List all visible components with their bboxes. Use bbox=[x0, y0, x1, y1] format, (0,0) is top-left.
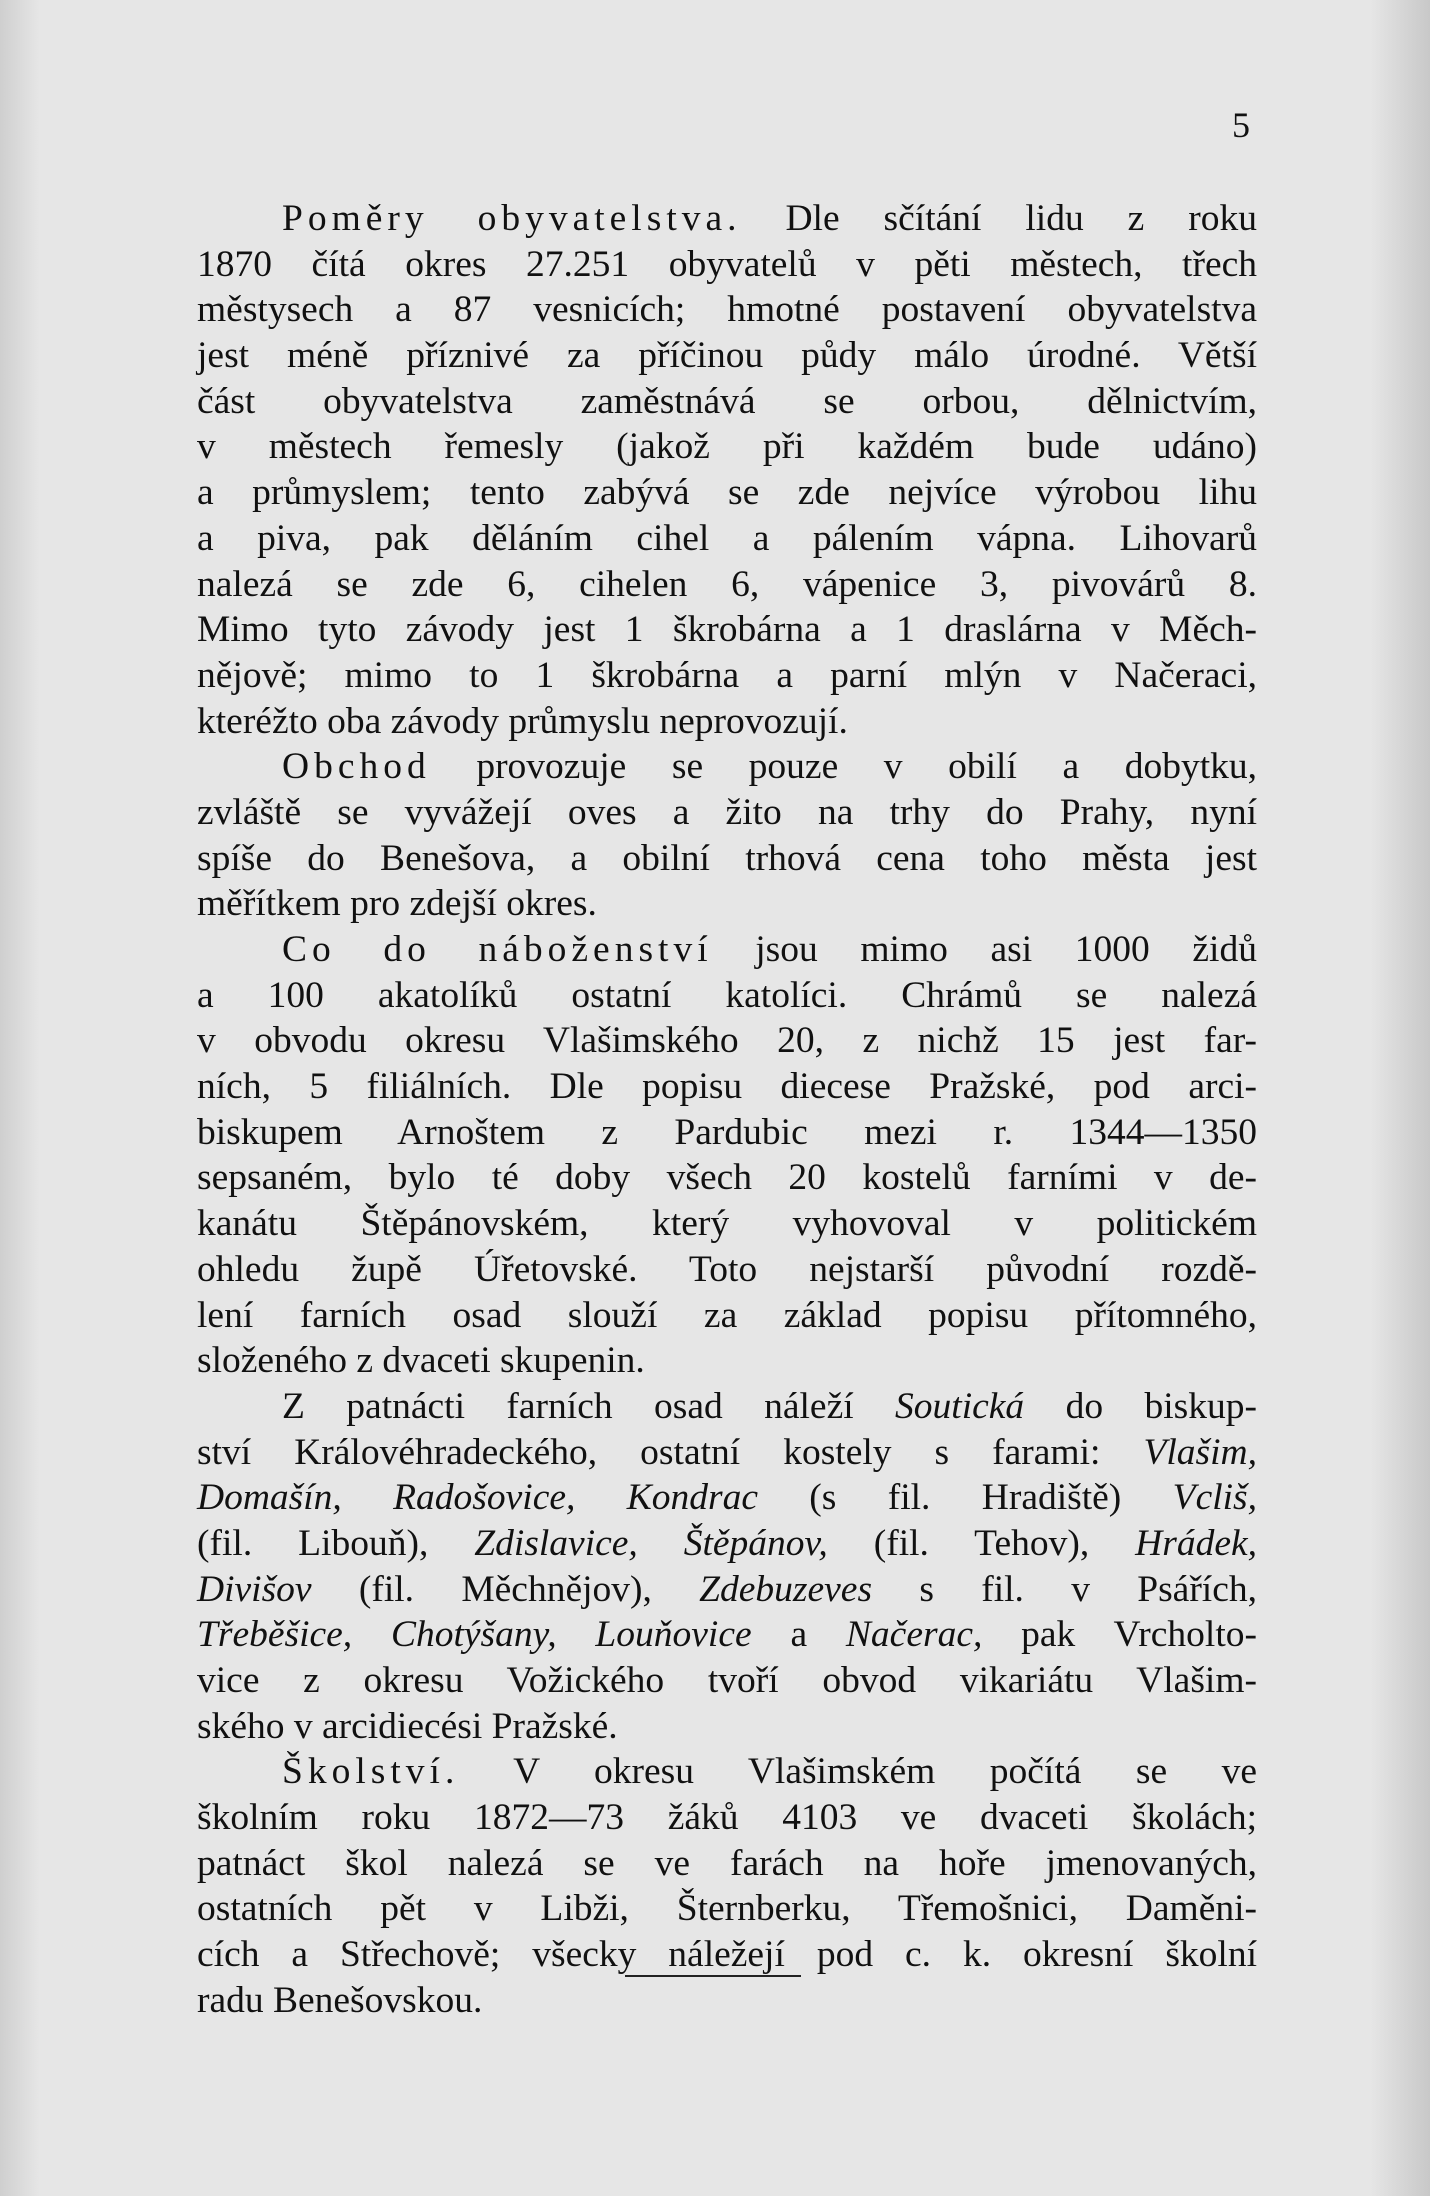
text-segment: Načerac, bbox=[845, 1614, 983, 1656]
text-segment: (fil. Tehov), bbox=[827, 1522, 1136, 1564]
text-line bbox=[197, 1293, 1257, 1339]
text-line bbox=[197, 836, 1257, 882]
text-line bbox=[197, 1521, 1257, 1567]
text-segment: Vlašim, bbox=[1143, 1431, 1257, 1473]
text-segment: a bbox=[751, 1614, 846, 1656]
text-segment: Obchod bbox=[282, 746, 431, 788]
text-line bbox=[197, 607, 1257, 653]
text-line bbox=[197, 1155, 1257, 1201]
text-segment: radu Benešovskou. bbox=[197, 1979, 483, 2021]
text-segment: ohledu župě Úřetovské. Toto nejstarší původní rozdě- bbox=[197, 1248, 1257, 1290]
text-segment: biskupem Arnoštem z Pardubic mezi r. 1344—1350 bbox=[197, 1111, 1257, 1153]
text-line bbox=[197, 379, 1257, 425]
page-number: 5 bbox=[1232, 105, 1250, 145]
text-segment: Zdislavice, Štěpánov, bbox=[474, 1522, 828, 1564]
text-segment: Dle sčítání lidu z roku bbox=[741, 198, 1257, 239]
text-segment: nalezá se zde 6, cihelen 6, vápenice 3, pivovárů 8. bbox=[197, 563, 1257, 605]
text-segment: školním roku 1872—73 žáků 4103 ve dvaceti školách; bbox=[197, 1797, 1257, 1839]
body-text bbox=[197, 196, 1257, 2024]
text-segment: zvláště se vyvážejí oves a žito na trhy do Prahy, nyní bbox=[197, 791, 1257, 833]
text-segment: Soutická bbox=[895, 1385, 1025, 1427]
text-line bbox=[197, 424, 1257, 470]
text-segment: Školství. bbox=[282, 1751, 460, 1793]
text-line bbox=[197, 973, 1257, 1019]
text-segment: (fil. Libouň), bbox=[197, 1522, 475, 1564]
text-line bbox=[197, 1430, 1257, 1476]
text-line bbox=[197, 744, 1257, 790]
text-segment: 1870 čítá okres 27.251 obyvatelů v pěti městech, třech bbox=[197, 243, 1257, 285]
closing-rule bbox=[625, 1975, 801, 1977]
text-line bbox=[197, 1932, 1257, 1978]
text-line bbox=[197, 1338, 1257, 1384]
text-segment: (fil. Měchnějov), bbox=[311, 1568, 700, 1610]
text-segment: Co do náboženství bbox=[282, 929, 713, 970]
text-segment: V okresu Vlašimském počítá se ve bbox=[459, 1751, 1257, 1793]
text-segment: ních, 5 filiálních. Dle popisu diecese Pražské, pod arci- bbox=[197, 1066, 1257, 1108]
text-segment: kanátu Štěpánovském, který vyhovoval v politickém bbox=[197, 1203, 1257, 1245]
text-segment: do biskup- bbox=[1024, 1385, 1257, 1427]
text-segment: a 100 akatolíků ostatní katolíci. Chrámů se nalezá bbox=[197, 974, 1257, 1016]
text-line bbox=[197, 1064, 1257, 1110]
text-segment: Třeběšice, Chotýšany, Louňovice bbox=[197, 1614, 752, 1656]
text-line bbox=[197, 196, 1257, 242]
text-segment: městysech a 87 vesnicích; hmotné postavení obyvatelstva bbox=[197, 289, 1257, 331]
text-segment: Mimo tyto závody jest 1 škrobárna a 1 draslárna v Měch- bbox=[197, 609, 1257, 651]
text-segment: v obvodu okresu Vlašimského 20, z nichž 15 jest far- bbox=[197, 1020, 1257, 1062]
text-segment: jsou mimo asi 1000 židů bbox=[712, 929, 1257, 970]
text-line bbox=[197, 1018, 1257, 1064]
text-line bbox=[197, 516, 1257, 562]
text-line bbox=[197, 562, 1257, 608]
text-line bbox=[197, 1201, 1257, 1247]
text-line bbox=[197, 1567, 1257, 1613]
text-line bbox=[197, 333, 1257, 379]
text-line bbox=[197, 881, 1257, 927]
text-line bbox=[197, 790, 1257, 836]
text-line bbox=[197, 699, 1257, 745]
text-line bbox=[197, 1658, 1257, 1704]
text-segment: část obyvatelstva zaměstnává se orbou, dělnictvím, bbox=[197, 380, 1257, 422]
text-segment: patnáct škol nalezá se ve farách na hoře jmenovaných, bbox=[197, 1842, 1257, 1884]
text-segment: nějově; mimo to 1 škrobárna a parní mlýn v Načeraci, bbox=[197, 654, 1257, 696]
text-segment: Poměry obyvatelstva. bbox=[282, 198, 742, 239]
text-line bbox=[197, 1704, 1257, 1750]
text-line bbox=[197, 1612, 1257, 1658]
text-line bbox=[197, 1475, 1257, 1521]
text-line bbox=[197, 242, 1257, 288]
text-segment: Zdebuzeves bbox=[699, 1568, 873, 1610]
text-segment: ského v arcidiecési Pražské. bbox=[197, 1705, 618, 1747]
text-line bbox=[197, 1384, 1257, 1430]
text-segment: Z patnácti farních osad náleží bbox=[282, 1385, 896, 1427]
text-segment: vice z okresu Vožického tvoří obvod vikariátu Vlašim- bbox=[197, 1660, 1257, 1701]
text-segment: a piva, pak děláním cihel a pálením vápna. Lihovarů bbox=[197, 517, 1257, 559]
text-line bbox=[197, 470, 1257, 516]
text-segment: Divišov bbox=[197, 1568, 312, 1610]
text-segment: lení farních osad slouží za základ popisu přítomného, bbox=[197, 1294, 1257, 1336]
text-line bbox=[197, 1110, 1257, 1156]
text-segment: (s fil. Hradiště) bbox=[757, 1477, 1173, 1519]
text-line bbox=[197, 1978, 1257, 2024]
text-segment: jest méně příznivé za příčinou půdy málo úrodné. Větší bbox=[197, 335, 1257, 377]
text-segment: s fil. v Psářích, bbox=[872, 1568, 1257, 1610]
text-line bbox=[197, 1795, 1257, 1841]
text-segment: ství Královéhradeckého, ostatní kostely s farami: bbox=[197, 1431, 1144, 1473]
text-line bbox=[197, 927, 1257, 973]
text-line bbox=[197, 1841, 1257, 1887]
text-segment: sepsaném, bylo té doby všech 20 kostelů farními v de- bbox=[197, 1157, 1257, 1199]
text-segment: měřítkem pro zdejší okres. bbox=[197, 883, 597, 925]
text-line bbox=[197, 653, 1257, 699]
text-line bbox=[197, 1247, 1257, 1293]
text-segment: Vcliš, bbox=[1172, 1477, 1258, 1519]
text-segment: kteréžto oba závody průmyslu neprovozují. bbox=[197, 700, 848, 742]
text-segment: složeného z dvaceti skupenin. bbox=[197, 1340, 645, 1382]
text-segment: pak Vrcholto- bbox=[982, 1614, 1257, 1656]
text-segment: spíše do Benešova, a obilní trhová cena toho města jest bbox=[197, 837, 1257, 879]
text-segment: cích a Střechově; všecky náležejí pod c. k. okresní školní bbox=[197, 1934, 1257, 1976]
text-line bbox=[197, 1886, 1257, 1932]
text-segment: ostatních pět v Libži, Šternberku, Třemošnici, Daměni- bbox=[197, 1888, 1257, 1930]
text-segment: Hrádek, bbox=[1135, 1522, 1258, 1564]
text-segment: provozuje se pouze v obilí a dobytku, bbox=[430, 746, 1257, 788]
text-segment: Domašín, Radošovice, Kondrac bbox=[197, 1477, 758, 1519]
text-line bbox=[197, 1749, 1257, 1795]
text-segment: v městech řemesly (jakož při každém bude udáno) bbox=[197, 426, 1257, 468]
text-segment: a průmyslem; tento zabývá se zde nejvíce výrobou lihu bbox=[197, 472, 1257, 514]
text-line bbox=[197, 287, 1257, 333]
